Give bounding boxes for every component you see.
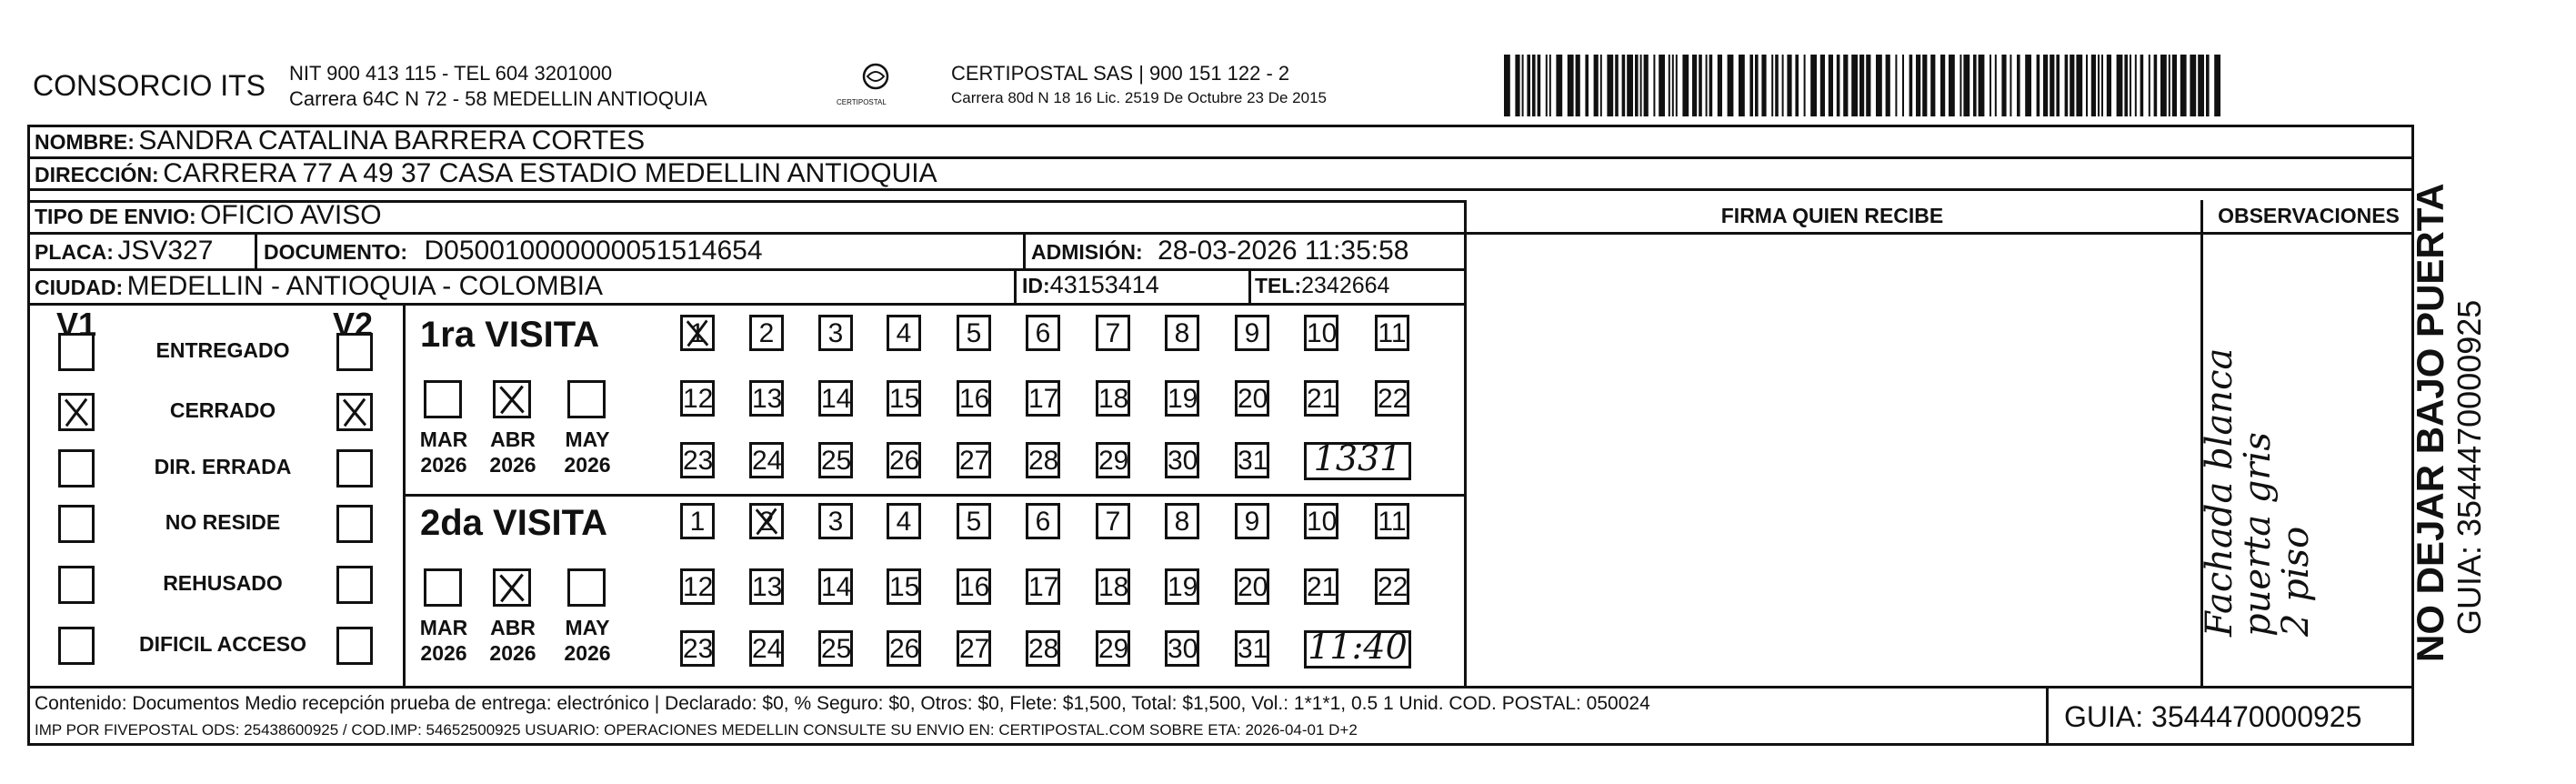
month-checkbox[interactable]	[493, 380, 531, 418]
day-box[interactable]	[818, 315, 853, 351]
day-number: 4	[896, 507, 912, 537]
direccion-label: DIRECCIÓN:	[35, 163, 159, 186]
day-box[interactable]	[957, 380, 991, 417]
status-label: REHUSADO	[163, 571, 283, 595]
day-number: 6	[1035, 507, 1051, 537]
tel-value: 2342664	[1301, 273, 1390, 298]
month-checkbox[interactable]	[493, 568, 531, 607]
day-box[interactable]	[1235, 568, 1269, 605]
day-number: 29	[1098, 446, 1129, 476]
day-number: 5	[966, 507, 982, 537]
day-number: 17	[1028, 572, 1059, 602]
no-dejar-bajo-puerta: NO DEJAR BAJO PUERTA	[2409, 183, 2451, 662]
observaciones-header: OBSERVACIONES	[2218, 204, 2400, 227]
day-box[interactable]	[818, 503, 853, 539]
v1-checkbox[interactable]	[58, 627, 95, 665]
day-number: 11	[1378, 318, 1407, 348]
day-number: 23	[683, 446, 714, 476]
nombre-row	[35, 126, 645, 156]
day-box[interactable]	[1304, 503, 1338, 539]
day-number: 13	[752, 572, 783, 602]
day-box[interactable]	[957, 503, 991, 539]
month-year: 2026	[420, 453, 467, 477]
status-label: NO RESIDE	[165, 510, 281, 534]
day-box[interactable]	[887, 503, 921, 539]
postal-name: CERTIPOSTAL SAS | 900 151 122 - 2	[951, 62, 1290, 85]
v2-checkbox[interactable]	[336, 627, 373, 665]
day-box[interactable]	[1235, 503, 1269, 539]
v2-label: V2	[333, 306, 374, 343]
observaciones-line: Fachada blanca	[2199, 347, 2240, 637]
month-label: MAY	[565, 616, 610, 639]
month-year: 2026	[564, 641, 611, 665]
day-number: 7	[1105, 507, 1121, 537]
documento-value: D050010000000051514654	[424, 236, 763, 266]
day-box[interactable]	[1165, 442, 1199, 478]
day-box[interactable]	[749, 630, 784, 667]
day-number: 18	[1098, 384, 1129, 414]
day-number: 20	[1238, 384, 1268, 414]
day-box[interactable]	[818, 568, 853, 605]
day-box[interactable]	[1304, 568, 1338, 605]
day-box[interactable]	[1096, 315, 1130, 351]
day-box[interactable]	[1235, 630, 1269, 667]
admision-label: ADMISIÓN:	[1031, 240, 1143, 264]
day-number: 25	[821, 634, 852, 664]
day-number: 16	[959, 384, 990, 414]
placa-field	[35, 236, 213, 266]
day-box[interactable]	[1165, 503, 1199, 539]
day-box[interactable]	[1096, 568, 1130, 605]
day-number: 15	[889, 572, 920, 602]
day-number: 20	[1238, 572, 1268, 602]
day-box[interactable]	[818, 442, 853, 478]
day-box[interactable]	[887, 568, 921, 605]
day-number: 10	[1307, 507, 1338, 537]
day-box[interactable]	[1165, 380, 1199, 417]
day-number: 30	[1168, 446, 1198, 476]
day-number: 28	[1028, 446, 1059, 476]
day-box[interactable]	[1026, 380, 1060, 417]
day-number: 2	[758, 318, 775, 348]
observaciones-line: 2 piso	[2275, 526, 2317, 637]
day-box[interactable]	[957, 568, 991, 605]
day-number: 6	[1035, 318, 1051, 348]
day-box[interactable]	[1165, 630, 1199, 667]
day-number: 8	[1174, 318, 1190, 348]
day-box[interactable]	[818, 380, 853, 417]
observaciones-line: puerta gris	[2237, 432, 2279, 637]
v2-checkbox[interactable]	[336, 449, 373, 487]
day-number: 10	[1307, 318, 1338, 348]
day-box[interactable]	[680, 503, 715, 539]
tipo-envio-value: OFICIO AVISO	[200, 200, 382, 230]
day-number: 30	[1168, 634, 1198, 664]
day-box[interactable]	[1026, 630, 1060, 667]
day-box[interactable]	[749, 568, 784, 605]
day-box[interactable]	[1165, 315, 1199, 351]
company-name: CONSORCIO ITS	[33, 69, 266, 102]
documento-label: DOCUMENTO:	[264, 240, 408, 264]
day-number: 1	[689, 507, 706, 537]
imp-text: IMP POR FIVEPOSTAL ODS: 25438600925 / COD.IMP: 54652500925 USUARIO: OPERACIONES MEDELLIN CONSULTE SU ENVIO EN: CERTIPOSTAL.COM SOBRE ETA: 2026-04-01 D+2	[35, 721, 1358, 739]
placa-label: PLACA:	[35, 240, 114, 264]
day-box[interactable]	[957, 315, 991, 351]
v2-checkbox[interactable]	[336, 505, 373, 543]
day-number: 2	[758, 507, 775, 537]
day-number: 1	[689, 318, 706, 348]
day-number: 14	[821, 384, 852, 414]
tipo-envio-row	[35, 200, 382, 231]
day-box[interactable]	[1375, 380, 1409, 417]
day-box[interactable]	[887, 442, 921, 478]
day-box[interactable]	[1375, 568, 1409, 605]
certipostal-logo-icon	[855, 60, 897, 102]
day-box[interactable]	[887, 315, 921, 351]
company-address: Carrera 64C N 72 - 58 MEDELLIN ANTIOQUIA	[289, 87, 707, 110]
direccion-row	[35, 158, 937, 189]
ciudad-field	[35, 271, 603, 302]
tipo-envio-label: TIPO DE ENVIO:	[35, 205, 196, 228]
visit-title: 2da VISITA	[420, 503, 607, 543]
tel-field	[1255, 273, 1389, 299]
month-year: 2026	[489, 641, 536, 665]
ciudad-label: CIUDAD:	[35, 276, 124, 299]
tel-label: TEL:	[1255, 274, 1302, 297]
day-number: 18	[1098, 572, 1129, 602]
handwritten-time: 1331	[1313, 438, 1402, 478]
day-box[interactable]	[1375, 503, 1409, 539]
month-checkbox[interactable]	[424, 568, 462, 607]
documento-field	[264, 236, 763, 266]
day-number: 22	[1378, 384, 1408, 414]
day-box[interactable]	[1304, 380, 1338, 417]
day-box[interactable]	[749, 503, 784, 539]
day-number: 4	[896, 318, 912, 348]
v1-checkbox[interactable]	[58, 393, 95, 431]
month-checkbox[interactable]	[567, 568, 606, 607]
day-number: 3	[827, 507, 844, 537]
day-number: 15	[889, 384, 920, 414]
id-value: 43153414	[1049, 271, 1159, 298]
postal-address: Carrera 80d N 18 16 Lic. 2519 De Octubre 23 De 2015	[951, 89, 1327, 106]
day-number: 28	[1028, 634, 1059, 664]
day-box[interactable]	[1096, 442, 1130, 478]
month-label: MAR	[419, 616, 468, 639]
day-number: 8	[1174, 507, 1190, 537]
day-number: 24	[752, 634, 783, 664]
day-number: 5	[966, 318, 982, 348]
firma-header: FIRMA QUIEN RECIBE	[1720, 204, 1944, 227]
day-number: 31	[1238, 634, 1268, 664]
month-checkbox[interactable]	[567, 380, 606, 418]
day-number: 27	[959, 634, 990, 664]
month-checkbox[interactable]	[424, 380, 462, 418]
logo-text: CERTIPOSTAL	[837, 98, 887, 106]
month-year: 2026	[564, 453, 611, 477]
day-number: 12	[683, 384, 714, 414]
day-number: 31	[1238, 446, 1268, 476]
day-box[interactable]	[749, 442, 784, 478]
day-box[interactable]	[749, 380, 784, 417]
day-number: 14	[821, 572, 852, 602]
day-box[interactable]	[1026, 503, 1060, 539]
month-label: MAR	[419, 427, 468, 451]
day-number: 9	[1244, 318, 1260, 348]
month-label: ABR	[490, 427, 536, 451]
day-number: 26	[889, 634, 920, 664]
day-box[interactable]	[1096, 380, 1130, 417]
day-number: 26	[889, 446, 920, 476]
v1-checkbox[interactable]	[58, 566, 95, 604]
day-number: 7	[1105, 318, 1121, 348]
day-number: 17	[1028, 384, 1059, 414]
day-box[interactable]	[1096, 630, 1130, 667]
month-year: 2026	[420, 641, 467, 665]
status-label: ENTREGADO	[155, 338, 290, 362]
placa-value: JSV327	[117, 236, 214, 266]
month-label: ABR	[490, 616, 536, 639]
day-number: 3	[827, 318, 844, 348]
day-number: 19	[1168, 572, 1198, 602]
v2-checkbox[interactable]	[336, 393, 373, 431]
day-number: 21	[1307, 572, 1338, 602]
day-box[interactable]	[818, 630, 853, 667]
day-box[interactable]	[1026, 568, 1060, 605]
day-box[interactable]	[1026, 442, 1060, 478]
id-field	[1022, 271, 1159, 299]
status-label: CERRADO	[169, 398, 276, 422]
day-box[interactable]	[1235, 442, 1269, 478]
side-guia: GUIA: 3544470000925	[2451, 299, 2488, 635]
day-box[interactable]	[1096, 503, 1130, 539]
day-number: 9	[1244, 507, 1260, 537]
day-box[interactable]	[680, 568, 715, 605]
v2-checkbox[interactable]	[336, 333, 373, 371]
day-number: 21	[1307, 384, 1338, 414]
day-box[interactable]	[887, 380, 921, 417]
status-label: DIR. ERRADA	[154, 455, 292, 478]
day-box[interactable]	[1304, 315, 1338, 351]
day-box[interactable]	[1026, 315, 1060, 351]
direccion-value: CARRERA 77 A 49 37 CASA ESTADIO MEDELLIN ANTIOQUIA	[163, 158, 937, 188]
day-box[interactable]	[680, 315, 715, 351]
month-year: 2026	[489, 453, 536, 477]
day-number: 23	[683, 634, 714, 664]
day-box[interactable]	[1375, 315, 1409, 351]
nombre-value: SANDRA CATALINA BARRERA CORTES	[138, 126, 646, 156]
v1-checkbox[interactable]	[58, 333, 95, 371]
day-number: 11	[1378, 507, 1407, 537]
day-box[interactable]	[1235, 315, 1269, 351]
day-box[interactable]	[1235, 380, 1269, 417]
day-number: 24	[752, 446, 783, 476]
ciudad-value: MEDELLIN - ANTIOQUIA - COLOMBIA	[126, 271, 603, 301]
v1-label: V1	[56, 306, 97, 343]
day-number: 25	[821, 446, 852, 476]
company-nit: NIT 900 413 115 - TEL 604 3201000	[289, 62, 613, 85]
day-number: 13	[752, 384, 783, 414]
day-box[interactable]	[887, 630, 921, 667]
contenido-text: Contenido: Documentos Medio recepción prueba de entrega: electrónico | Declarado: $0, % Seguro: $0, Otros: $0, Flete: $1,500, Total: $1,500, Vol.: 1*1*1, 0.5 1 Unid. COD. POSTAL: 050024	[35, 693, 1650, 714]
day-number: 12	[683, 572, 714, 602]
status-label: DIFICIL ACCESO	[138, 632, 306, 656]
day-box[interactable]	[680, 380, 715, 417]
visit-title: 1ra VISITA	[420, 315, 600, 355]
barcode	[1504, 55, 2226, 116]
day-number: 16	[959, 572, 990, 602]
id-label: ID:	[1022, 274, 1050, 297]
nombre-label: NOMBRE:	[35, 130, 135, 154]
day-box[interactable]	[749, 315, 784, 351]
admision-value: 28-03-2026 11:35:58	[1158, 236, 1409, 266]
day-number: 19	[1168, 384, 1198, 414]
handwritten-time: 11:40	[1308, 627, 1408, 667]
day-number: 22	[1378, 572, 1408, 602]
month-label: MAY	[565, 427, 610, 451]
v1-checkbox[interactable]	[58, 505, 95, 543]
day-number: 27	[959, 446, 990, 476]
day-box[interactable]	[957, 630, 991, 667]
admision-field	[1031, 236, 1408, 266]
day-box[interactable]	[680, 442, 715, 478]
v1-checkbox[interactable]	[58, 449, 95, 487]
day-number: 29	[1098, 634, 1129, 664]
day-box[interactable]	[1165, 568, 1199, 605]
day-box[interactable]	[957, 442, 991, 478]
day-box[interactable]	[680, 630, 715, 667]
v2-checkbox[interactable]	[336, 566, 373, 604]
footer-guia: GUIA: 3544470000925	[2064, 700, 2362, 733]
